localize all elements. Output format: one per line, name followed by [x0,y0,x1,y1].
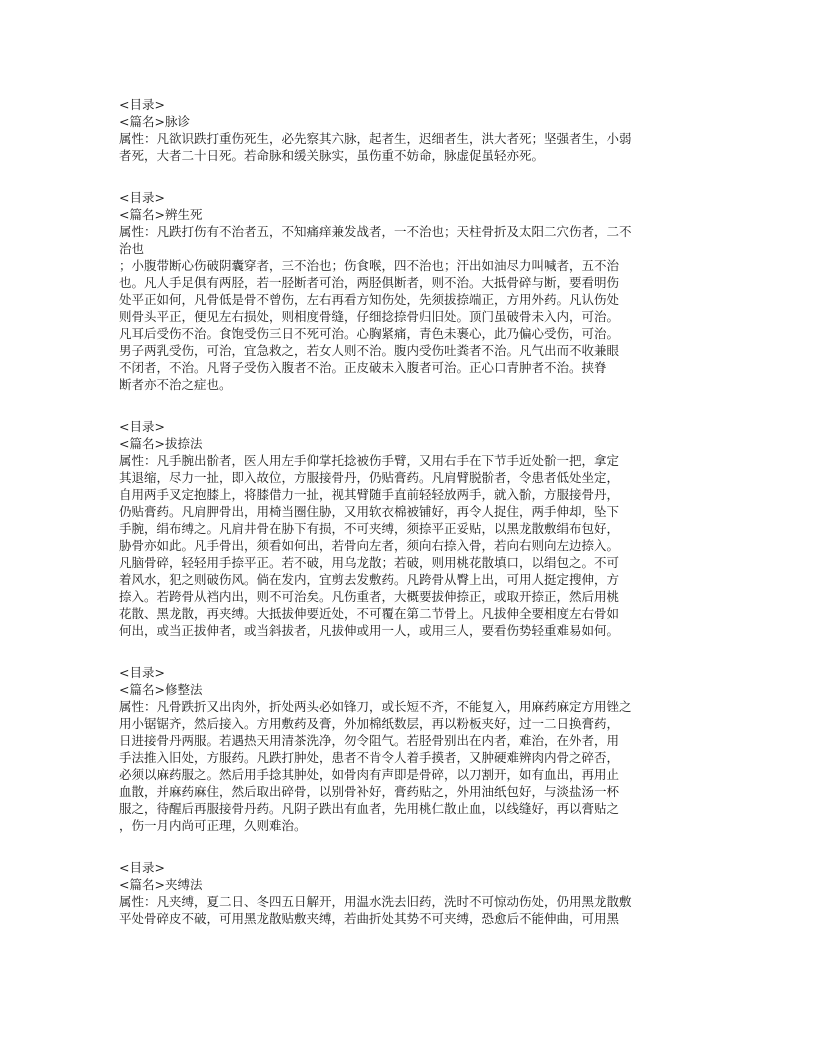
document-section [119,418,701,639]
document-section [119,859,701,927]
document-page [119,96,701,952]
body-text-line: 属性：凡骨跌折又出肉外，折处两头必如锋刀，或长短不齐，不能复入，用麻药麻定方用锉之 [119,699,632,714]
body-text-line: 何出，或当正拔伸者，或当斜拔者，凡拔伸或用一人，或用三人，要看伤势轻重难易如何。 [119,623,620,638]
body-text-line: 用小锯锯齐，然后接入。方用敷药及膏，外加棉纸数层，再以粉板夹好，过一二日换膏药， [119,716,620,731]
body-text-line: 属性：凡跌打伤有不治者五，不知痛痒兼发战者，一不治也；天柱骨折及太阳二穴伤者，二不 [119,224,632,239]
body-text-line: 不闭者，不治。凡肾子受伤入腹者不治。正皮破未入腹者可治。正心口青肿者不治。挟脊 [119,360,607,375]
document-section [119,664,701,834]
toc-marker: <目录> [119,860,165,875]
body-text-line: ，伤一月内尚可正理，久则难治。 [119,818,307,833]
body-text-line: 男子两乳受伤，可治，宜急救之，若女人则不治。腹内受伤吐粪者不治。凡气出而不收兼眼 [119,343,620,358]
toc-marker: <目录> [119,190,165,205]
body-text-line: 凡脑骨碎，轻轻用手捺平正。若不破，用乌龙散；若破，则用桃花散填口，以绢包之。不可 [119,555,620,570]
chapter-title: <篇名>脉诊 [119,114,190,129]
body-text-line: 服之，待醒后再服接骨丹药。凡阴子跌出有血者，先用桃仁散止血，以线缝好，再以膏贴之 [119,801,620,816]
body-text-line: ；小腹带断心伤破阴囊穿者，三不治也；伤食喉，四不治也；汗出如油尽力叫喊者，五不治 [119,258,620,273]
body-text-line: 着风水，犯之则破伤风。倘在发内，宜剪去发敷药。凡跨骨从臀上出，可用人挺定搜伸，方 [119,572,620,587]
body-text-line: 则骨头平正，便见左右损处，则相度骨缝，仔细捻捺骨归旧处。顶门虽破骨未入内，可治。 [119,309,620,324]
body-text-line: 胁骨亦如此。凡手骨出，须看如何出，若骨向左者，须向右捺入骨，若向右则向左边捺入。 [119,538,620,553]
body-text-line: 断者亦不治之症也。 [119,377,232,392]
body-text-line: 者死，大者二十日死。若命脉和缓关脉实，虽伤重不妨命，脉虚促虽轻亦死。 [119,148,545,163]
body-text-line: 处平正如何，凡骨低是骨不曾伤，左右再看方知伤处，先须拔捺端正，方用外药。凡认伤处 [119,292,620,307]
toc-marker: <目录> [119,97,165,112]
chapter-title: <篇名>夹缚法 [119,877,203,892]
body-text-line: 其退缩，尽力一扯，即入故位，方服接骨丹，仍贴膏药。凡肩臂脱骱者，令患者低处坐定， [119,470,620,485]
body-text-line: 仍贴膏药。凡肩胛骨出，用椅当圈住胁，又用软衣棉被铺好，再令人捉住，两手伸却，坠下 [119,504,620,519]
body-text-line: 治也 [119,241,145,256]
body-text-line: 自用两手叉定抱膝上，将膝借力一扯，视其臂随手直前轻轻放两手，就入骱，方服接骨丹， [119,487,620,502]
body-text-line: 属性：凡手腕出骱者，医人用左手仰掌托捻被伤手臂，又用右手在下节手近处骱一把，拿定 [119,453,620,468]
body-text-line: 手腕，绢布缚之。凡肩井骨在胁下有损，不可夹缚，须捺平正妥贴，以黑龙散敷绢布包好， [119,521,620,536]
body-text-line: 花散、黑龙散，再夹缚。大抵拔伸要近处，不可覆在第二节骨上。凡拔伸全要相度左右骨如 [119,606,620,621]
body-text-line: 也。凡人手足俱有两胫，若一胫断者可治，两胫俱断者，则不治。大抵骨碎与断，要看明伤 [119,275,620,290]
body-text-line: 捺入。若跨骨从裆内出，则不可治矣。凡伤重者，大概要拔伸捺正，或取开捺正，然后用桃 [119,589,620,604]
body-text-line: 平处骨碎皮不破，可用黑龙散贴敷夹缚，若曲折处其势不可夹缚，恐愈后不能伸曲，可用黑 [119,911,620,926]
body-text-line: 必须以麻药服之。然后用手捻其肿处，如骨肉有声即是骨碎，以刀割开，如有血出，再用止 [119,767,620,782]
document-section [119,189,701,393]
document-section [119,96,701,164]
body-text-line: 手法推入旧处，方服药。凡跌打肿处，患者不肯令人着手摸者，又肿硬难辨肉内骨之碎否， [119,750,620,765]
toc-marker: <目录> [119,665,165,680]
body-text-line: 凡耳后受伤不治。食饱受伤三日不死可治。心胸紧痛，青色未裹心，此乃偏心受伤，可治。 [119,326,620,341]
chapter-title: <篇名>拔捺法 [119,436,203,451]
chapter-title: <篇名>辨生死 [119,207,203,222]
body-text-line: 属性：凡欲识跌打重伤死生，必先察其六脉，起者生，迟细者生，洪大者死；坚强者生，小弱 [119,131,632,146]
body-text-line: 血散，并麻药麻住，然后取出碎骨，以别骨补好，膏药贴之，外用油纸包好，与淡盐汤一杯 [119,784,620,799]
body-text-line: 日进接骨丹两服。若遇热天用清茶洗净，勿令阻气。若胫骨别出在内者，难治，在外者，用 [119,733,620,748]
toc-marker: <目录> [119,419,165,434]
chapter-title: <篇名>修整法 [119,682,203,697]
body-text-line: 属性：凡夹缚，夏二日、冬四五日解开，用温水洗去旧药，洗时不可惊动伤处，仍用黑龙散敷 [119,894,632,909]
